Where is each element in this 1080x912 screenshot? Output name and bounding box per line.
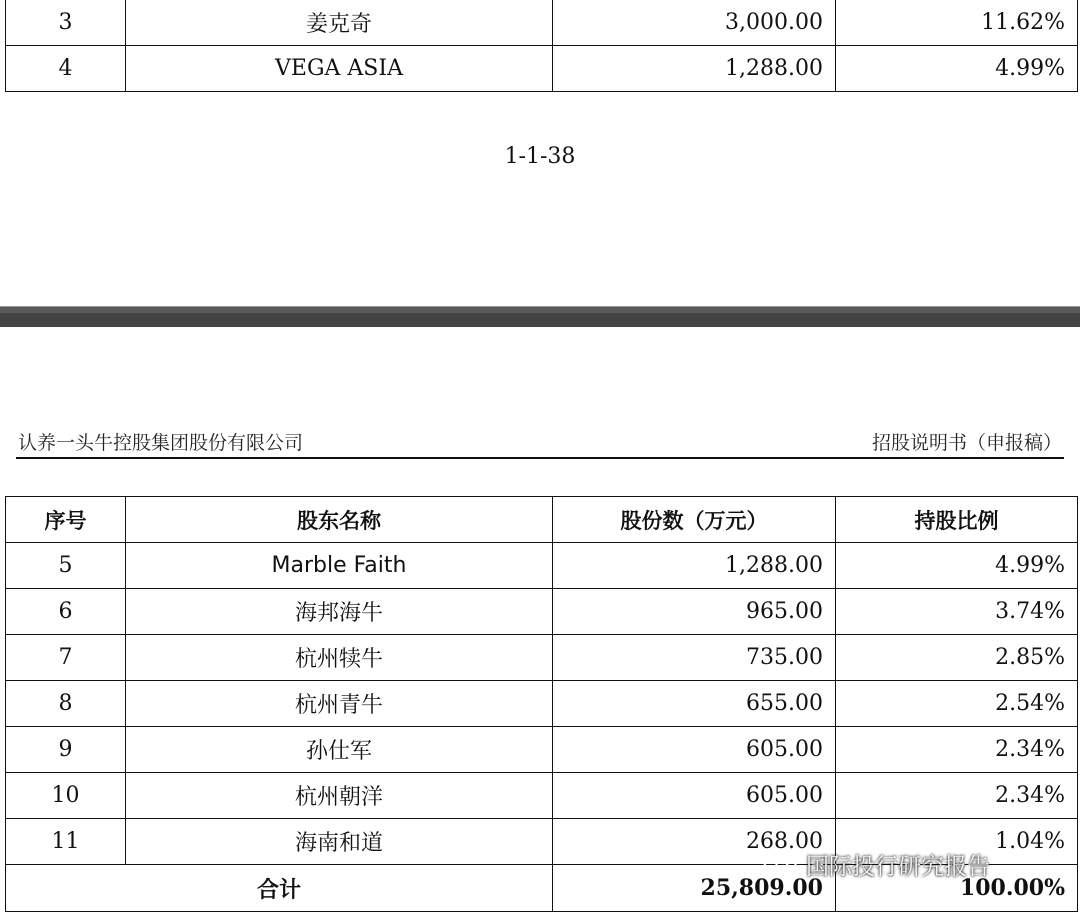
header-no: 序号 bbox=[6, 497, 126, 543]
share-count: 1,288.00 bbox=[553, 543, 836, 589]
holding-ratio: 2.85% bbox=[836, 635, 1078, 681]
row-no: 10 bbox=[6, 773, 126, 819]
header-name: 股东名称 bbox=[126, 497, 553, 543]
total-shares: 25,809.00 bbox=[553, 865, 836, 912]
holding-ratio: 4.99% bbox=[836, 543, 1078, 589]
table-row bbox=[6, 681, 1078, 727]
holding-ratio: 4.99% bbox=[836, 46, 1078, 92]
shareholder-name: Marble Faith bbox=[126, 543, 553, 589]
share-count: 965.00 bbox=[553, 589, 836, 635]
shareholder-name: 孙仕军 bbox=[126, 727, 553, 773]
holding-ratio: 11.62% bbox=[836, 0, 1078, 46]
share-count: 3,000.00 bbox=[553, 0, 836, 46]
share-count: 735.00 bbox=[553, 635, 836, 681]
table-row bbox=[6, 46, 1078, 92]
shareholder-name: 姜克奇 bbox=[126, 0, 553, 46]
holding-ratio: 3.74% bbox=[836, 589, 1078, 635]
shareholder-name: 杭州朝洋 bbox=[126, 773, 553, 819]
total-label: 合计 bbox=[6, 865, 553, 912]
header-ratio: 持股比例 bbox=[836, 497, 1078, 543]
shareholder-name: 海邦海牛 bbox=[126, 589, 553, 635]
table-row bbox=[6, 635, 1078, 681]
table-row bbox=[6, 773, 1078, 819]
holding-ratio: 2.54% bbox=[836, 681, 1078, 727]
company-name: 认养一头牛控股集团股份有限公司 bbox=[18, 432, 304, 454]
row-no: 5 bbox=[6, 543, 126, 589]
table-row bbox=[6, 727, 1078, 773]
row-no: 11 bbox=[6, 819, 126, 865]
row-no: 3 bbox=[6, 0, 126, 46]
shareholder-name: 海南和道 bbox=[126, 819, 553, 865]
share-count: 605.00 bbox=[553, 727, 836, 773]
document-type: 招股说明书（申报稿） bbox=[871, 432, 1062, 454]
watermark bbox=[762, 846, 990, 882]
row-no: 4 bbox=[6, 46, 126, 92]
header-rule bbox=[16, 457, 1064, 459]
table-row bbox=[6, 0, 1078, 46]
table-row bbox=[6, 589, 1078, 635]
total-ratio: 100.00% bbox=[836, 865, 1078, 912]
row-no: 6 bbox=[6, 589, 126, 635]
header-shares: 股份数（万元） bbox=[553, 497, 836, 543]
shareholder-name: 杭州青牛 bbox=[126, 681, 553, 727]
holding-ratio: 2.34% bbox=[836, 773, 1078, 819]
share-count: 605.00 bbox=[553, 773, 836, 819]
shareholder-name: VEGA ASIA bbox=[126, 46, 553, 92]
page-number: 1-1-38 bbox=[504, 144, 576, 169]
share-count: 655.00 bbox=[553, 681, 836, 727]
holding-ratio: 1.04% bbox=[836, 819, 1078, 865]
share-count: 1,288.00 bbox=[553, 46, 836, 92]
row-no: 7 bbox=[6, 635, 126, 681]
holding-ratio: 2.34% bbox=[836, 727, 1078, 773]
row-no: 8 bbox=[6, 681, 126, 727]
watermark-text: 国际投行研究报告 bbox=[806, 853, 990, 880]
wechat-icon bbox=[762, 849, 800, 879]
shareholder-name: 杭州犊牛 bbox=[126, 635, 553, 681]
table-header-row bbox=[6, 497, 1078, 543]
top-table bbox=[5, 0, 1078, 92]
row-no: 9 bbox=[6, 727, 126, 773]
share-count: 268.00 bbox=[553, 819, 836, 865]
table-row bbox=[6, 543, 1078, 589]
page-divider bbox=[0, 306, 1080, 327]
